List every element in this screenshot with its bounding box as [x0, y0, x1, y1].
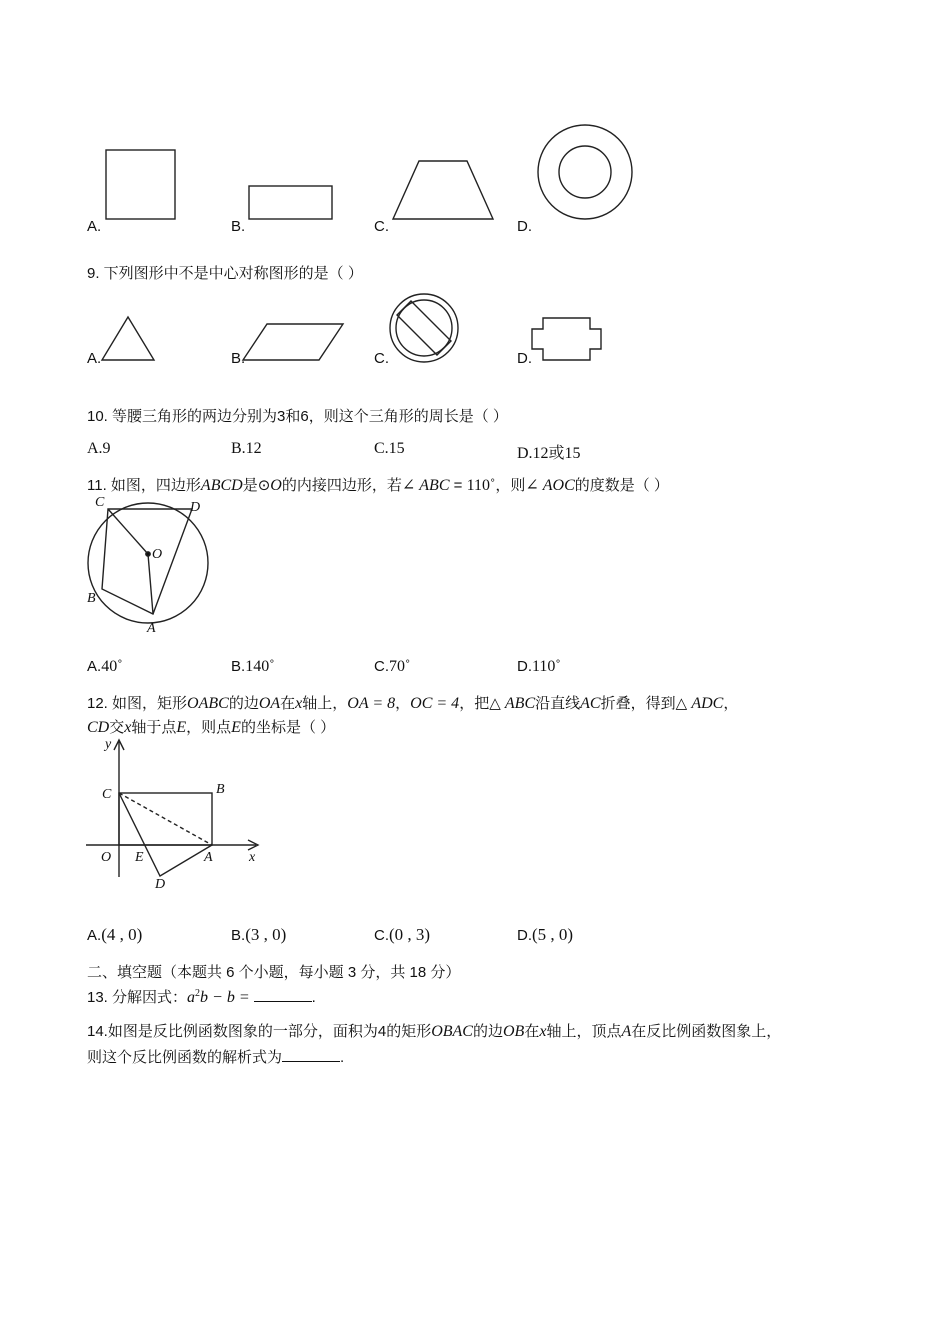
q10-option-a: A.9	[87, 440, 111, 457]
segment-oc	[108, 509, 148, 554]
triangle-shape	[102, 317, 154, 360]
q8-figure-c	[388, 155, 500, 225]
q9-option-c: C.	[374, 350, 389, 367]
q9-stem: 9. 下列图形中不是中心对称图形的是（ ）	[87, 265, 363, 282]
q9-option-d: D.	[517, 350, 532, 367]
quadrilateral-abcd	[102, 509, 192, 614]
label-e: E	[135, 850, 144, 865]
label-y: y	[105, 737, 112, 752]
label-a: A	[147, 621, 156, 636]
q11-option-d: D.110˚	[517, 658, 561, 675]
sign-slash-bar	[397, 301, 451, 355]
parallelogram-shape	[243, 324, 343, 360]
inner-ring-circle	[559, 146, 611, 198]
q12-option-c: C.(0 , 3)	[374, 925, 431, 944]
label-o: O	[101, 850, 112, 865]
q8-option-b: B.	[231, 218, 246, 235]
q12-figure	[82, 733, 267, 893]
q12-option-b: B.(3 , 0)	[231, 925, 287, 944]
q14-stem-line2: 则这个反比例函数的解析式为 .	[87, 1049, 345, 1066]
q9-figure-c	[386, 290, 462, 366]
cross-shape	[532, 318, 601, 360]
label-a: A	[204, 850, 213, 865]
label-c: C	[102, 787, 112, 802]
q13-stem: 13. 分解因式：$a^2b - b$ = .	[87, 988, 316, 1006]
label-b: B	[216, 782, 225, 797]
q8-figure-b	[245, 180, 337, 224]
q8-option-d: D.	[517, 218, 532, 235]
q11-stem: 11. 如图，四边形ABCD是⊙O的内接四边形，若∠ ABC = 110˚，则∠ AOC的度数是（ ）	[87, 477, 669, 494]
q12-option-d: D.(5 , 0)	[517, 925, 574, 944]
label-d: D	[190, 500, 201, 515]
sign-outer-circle	[390, 294, 458, 362]
q9-figure-a	[98, 312, 160, 364]
q11-figure	[80, 490, 220, 640]
center-point	[146, 552, 150, 556]
q11-option-a: A.40˚	[87, 658, 123, 675]
q9-option-a: A.	[87, 350, 102, 367]
diagonal-ac-dashed	[119, 793, 212, 845]
q12-option-a: A.(4 , 0)	[87, 925, 143, 944]
label-o: O	[152, 547, 163, 562]
trapezoid-shape	[393, 161, 493, 219]
q8-figure-a	[100, 145, 182, 225]
q8-option-a: A.	[87, 218, 102, 235]
q8-figure-d	[533, 120, 637, 224]
segment-oa	[148, 554, 153, 614]
section-2-heading: 二、填空题（本题共 6 个小题，每小题 3 分，共 18 分）	[87, 964, 461, 981]
q11-option-c: C.70˚	[374, 658, 411, 675]
q9-figure-b	[240, 320, 348, 364]
q14-answer-blank	[282, 1048, 340, 1062]
q10-option-d: D.12或15	[517, 445, 581, 462]
outer-ring-circle	[538, 125, 632, 219]
q14-stem-line1: 14.如图是反比例函数图象的一部分，面积为4的矩形OBAC的边OB在x轴上，顶点A在反比例函数图象上，	[87, 1023, 782, 1040]
q9-figure-d	[529, 313, 605, 365]
square-shape	[106, 150, 175, 219]
q10-option-b: B.12	[231, 440, 262, 457]
folded-triangle-adc	[119, 793, 212, 876]
q12-stem-line1: 12. 如图，矩形OABC的边OA在x轴上，OA = 8，OC = 4，把△ ABC沿直线AC折叠，得到△ ADC，	[87, 695, 739, 712]
label-x: x	[249, 850, 256, 865]
label-b: B	[87, 591, 96, 606]
q10-option-c: C.15	[374, 440, 405, 457]
rectangle-shape	[249, 186, 332, 219]
q10-stem: 10. 等腰三角形的两边分别为3和6，则这个三角形的周长是（ ）	[87, 408, 508, 425]
circle-o	[88, 503, 208, 623]
q11-option-b: B.140˚	[231, 658, 275, 675]
q8-option-c: C.	[374, 218, 389, 235]
q9-option-b: B.	[231, 350, 246, 367]
q12-stem-line2: CD交x轴于点E，则点E的坐标是（ ）	[87, 719, 336, 736]
q13-answer-blank	[254, 988, 312, 1002]
label-c: C	[95, 495, 105, 510]
label-d: D	[155, 877, 166, 892]
